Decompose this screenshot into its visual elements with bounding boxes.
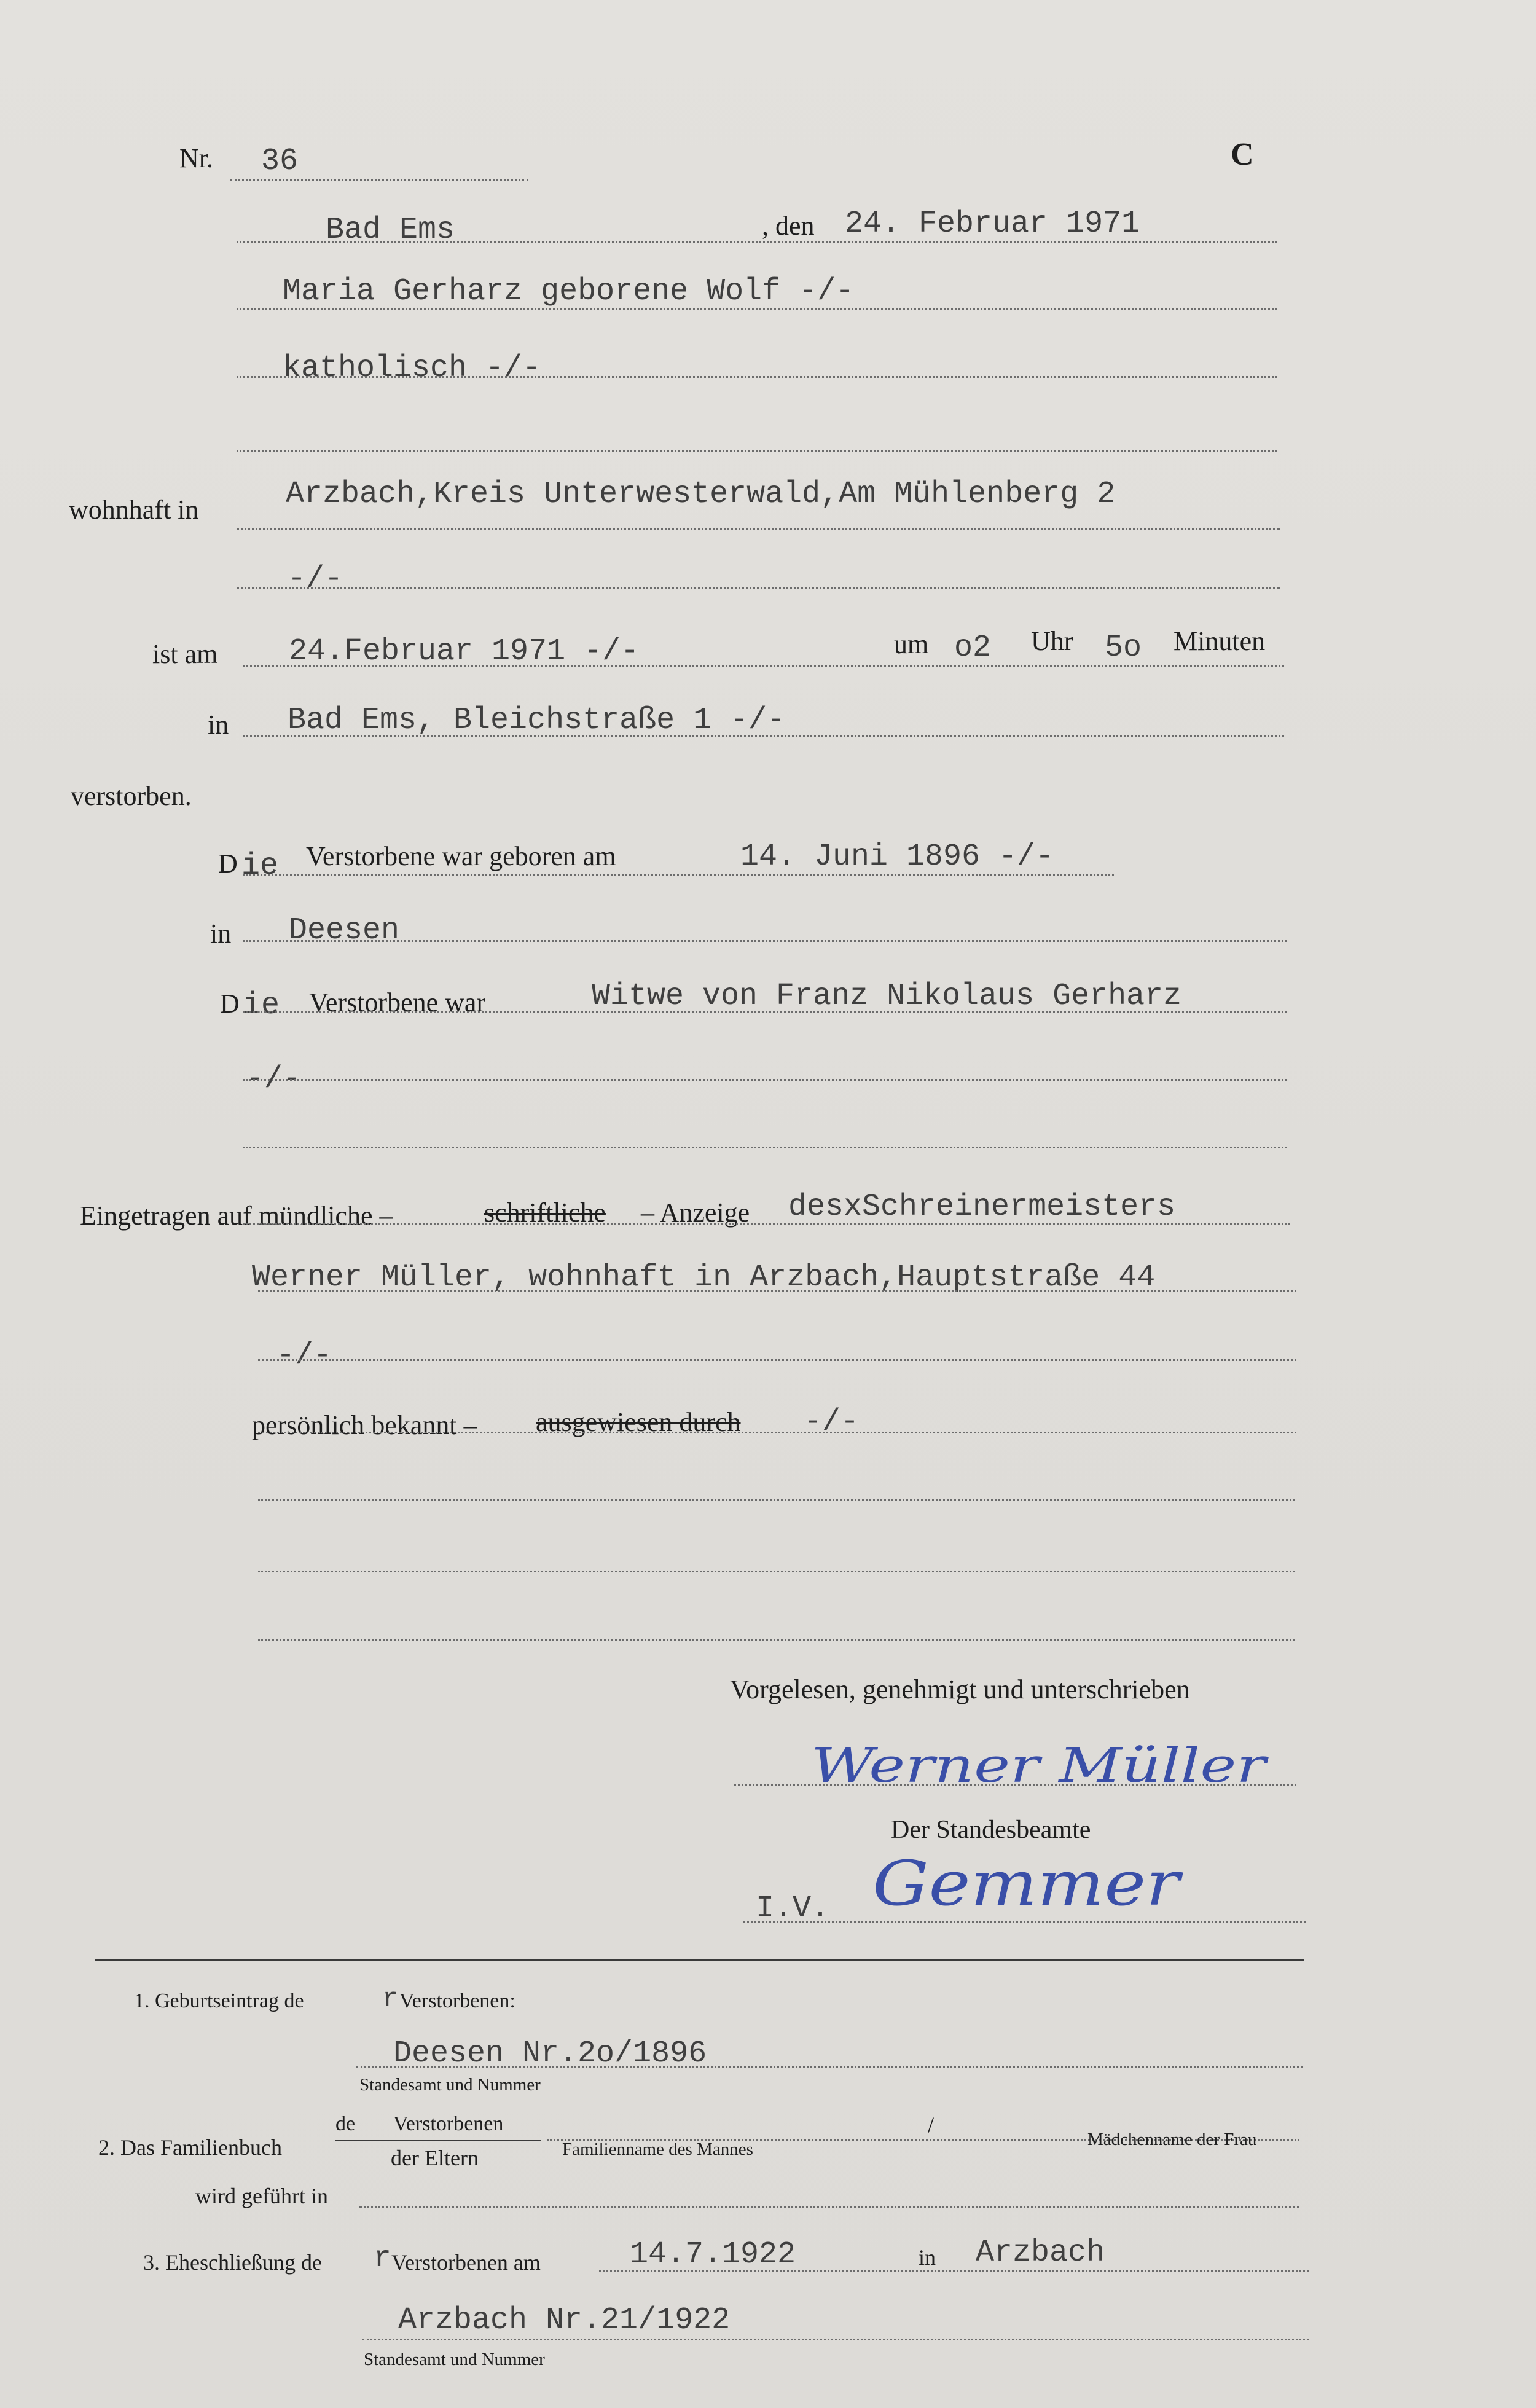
blank-line-5 (258, 1639, 1295, 1641)
registration-label-strike: schriftliche (484, 1198, 606, 1228)
status-line (243, 1011, 1287, 1013)
blank-line-1 (237, 450, 1277, 452)
signature-werner-mueller (799, 1733, 1290, 1800)
informant-line1: desxSchreinermeisters (788, 1190, 1176, 1225)
um-label: um (894, 629, 929, 659)
verstorben-label: verstorben. (71, 781, 192, 811)
ist-am-label: ist am (152, 639, 218, 669)
religion-line (237, 376, 1277, 378)
status-line2-rule (243, 1079, 1287, 1081)
place-value: Bad Ems (326, 213, 455, 248)
place-date-line (237, 241, 1277, 243)
blank-line-4 (258, 1571, 1295, 1572)
residence-line1-rule (237, 528, 1280, 530)
item3-date: 14.7.1922 (630, 2237, 796, 2272)
footer-separator (95, 1959, 1304, 1961)
item2-label: 2. Das Familienbuch (98, 2135, 282, 2160)
minuten-label: Minuten (1174, 626, 1266, 656)
standesamt-caption-2: Standesamt und Nummer (364, 2350, 545, 2369)
signature1-text: Werner Müller (811, 1738, 1270, 1794)
officer-label: Der Standesbeamte (891, 1816, 1091, 1844)
date-value: 24. Februar 1971 (845, 206, 1140, 241)
item3-value: Arzbach Nr.21/1922 (398, 2303, 731, 2338)
item3-label2: Verstorbenen am (391, 2250, 541, 2275)
birth-prefix-typed: ie (241, 849, 279, 884)
deceased-name: Maria Gerharz geborene Wolf -/- (283, 274, 855, 309)
item2-wird-label: wird geführt in (195, 2184, 328, 2208)
death-in-label: in (208, 710, 229, 740)
item2-fam-mann-caption: Familienname des Mannes (562, 2139, 753, 2159)
birth-date: 14. Juni 1896 -/- (740, 839, 1054, 874)
den-label: , den (762, 211, 815, 241)
status-label: Verstorbene war (309, 987, 486, 1018)
series-letter: C (1231, 137, 1254, 172)
residence-line2: -/- (288, 562, 343, 597)
nr-label: Nr. (179, 143, 213, 173)
signature1-line (734, 1784, 1296, 1786)
nr-value: 36 (261, 144, 299, 179)
registration-rule-3 (258, 1359, 1296, 1361)
death-hour: o2 (954, 630, 992, 665)
item1-label: 1. Geburtseintrag de (134, 1990, 304, 2012)
death-date: 24.Februar 1971 -/- (289, 634, 640, 669)
item3-place: Arzbach (976, 2235, 1105, 2270)
item1-value: Deesen Nr.2o/1896 (393, 2036, 707, 2071)
signature-gemmer (860, 1831, 1204, 1929)
blank-line-2 (243, 1147, 1287, 1148)
item3-line (599, 2270, 1309, 2272)
birth-place: Deesen (289, 913, 400, 948)
blank-line-3 (258, 1499, 1295, 1501)
name-line (237, 308, 1277, 310)
iv-label: I.V. (756, 1891, 830, 1926)
registration-rule-1 (243, 1223, 1290, 1225)
read-approved-text: Vorgelesen, genehmigt und unterschrieben (730, 1674, 1190, 1704)
wohnhaft-label: wohnhaft in (69, 495, 199, 525)
known-label-strike: ausgewiesen durch (536, 1407, 741, 1437)
residence-line1: Arzbach,Kreis Unterwesterwald,Am Mühlenberg 2 (286, 477, 1116, 512)
status-value: Witwe von Franz Nikolaus Gerharz (592, 979, 1182, 1014)
signature2-text: Gemmer (872, 1848, 1183, 1920)
death-place-line (243, 735, 1284, 737)
item2-slash: / (928, 2112, 935, 2137)
death-place: Bad Ems, Bleichstraße 1 -/- (288, 703, 786, 738)
death-minute: 5o (1105, 630, 1142, 665)
birth-label: Verstorbene war geboren am (306, 841, 616, 871)
birth-prefix: D (218, 849, 238, 879)
known-rule (258, 1432, 1296, 1433)
informant-line2: Werner Müller, wohnhaft in Arzbach,Hauptstraße 44 (252, 1260, 1156, 1295)
item2-wird-line (359, 2206, 1299, 2208)
item3-in-label: in (919, 2245, 936, 2270)
item3-value-line (362, 2339, 1309, 2340)
registration-rule-2 (258, 1290, 1296, 1292)
status-prefix: D (220, 989, 240, 1019)
standesamt-caption-1: Standesamt und Nummer (359, 2075, 541, 2095)
item2-maedchen-caption: Mädchenname der Frau (1087, 2130, 1257, 2149)
known-value: -/- (804, 1405, 860, 1440)
birth-place-line (243, 940, 1287, 942)
nr-line (230, 179, 528, 181)
uhr-label: Uhr (1031, 626, 1073, 656)
item3-typed: r (374, 2242, 391, 2275)
item3-label: 3. Eheschließung de (143, 2250, 322, 2275)
item2-fraction-line (335, 2140, 541, 2141)
birth-date-line (243, 874, 1114, 876)
birth-in-label: in (210, 919, 232, 949)
status-prefix-typed: ie (243, 988, 280, 1023)
item1-label2: Verstorbenen: (399, 1990, 515, 2012)
registration-label-b: – Anzeige (641, 1198, 750, 1228)
item1-line (356, 2066, 1303, 2068)
residence-line2-rule (237, 587, 1280, 589)
known-label-a: persönlich bekannt – (252, 1410, 477, 1440)
status-line2: -/- (246, 1062, 302, 1097)
informant-line3: -/- (276, 1338, 332, 1373)
signature2-line (743, 1921, 1306, 1923)
item2-verstorbenen: Verstorbenen (393, 2112, 504, 2135)
deceased-religion: katholisch -/- (283, 351, 541, 386)
item2-eltern: der Eltern (391, 2146, 479, 2170)
item2-de: de (335, 2112, 356, 2135)
item1-typed: r (382, 1984, 399, 2015)
registration-label-a: Eingetragen auf mündliche – (80, 1201, 393, 1231)
